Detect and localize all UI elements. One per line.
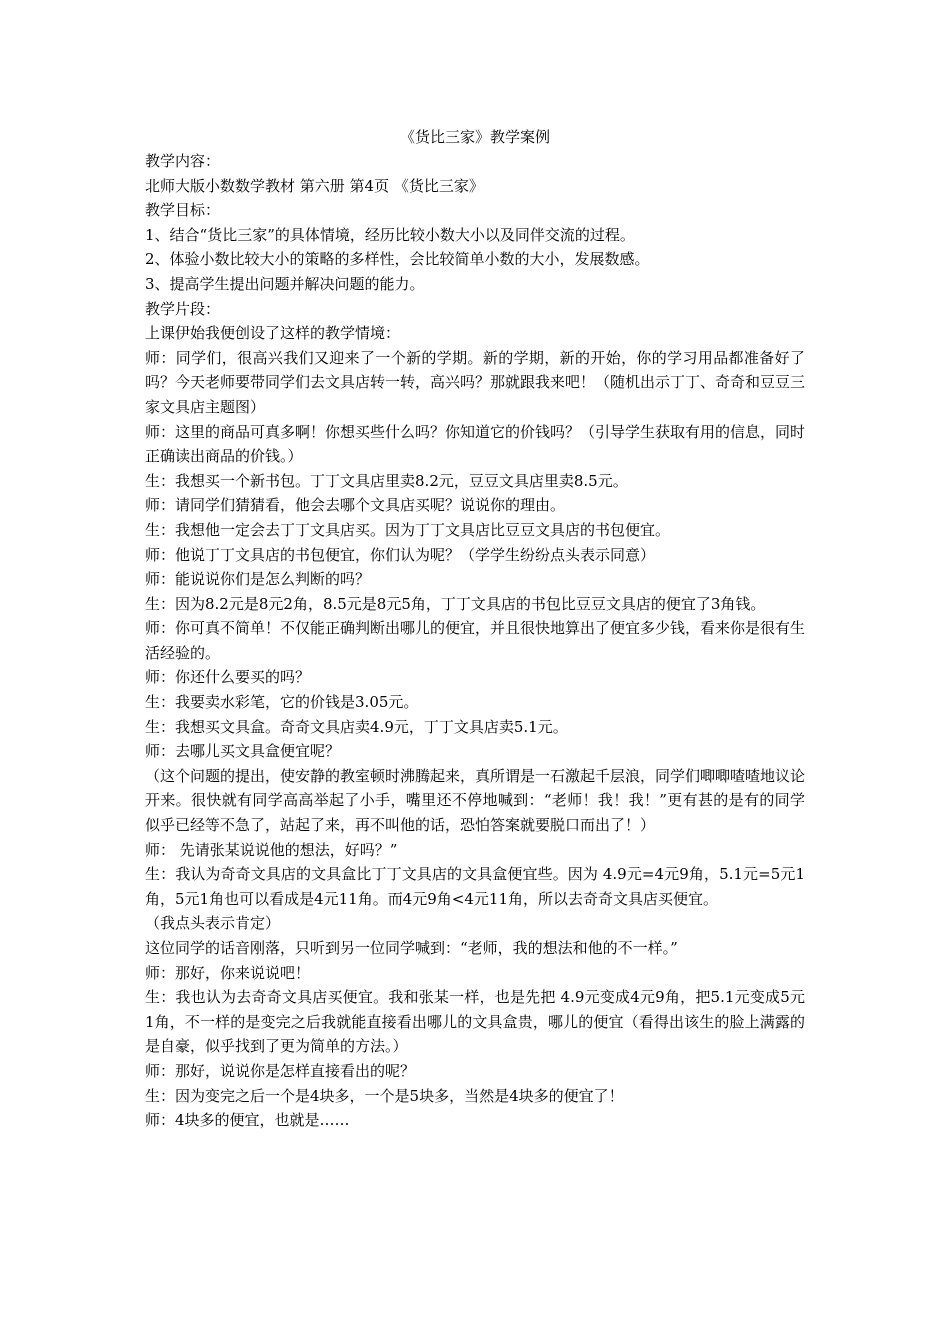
paragraph: 师：你还什么要买的吗？: [145, 668, 311, 687]
paragraph: 师：他说丁丁文具店的书包便宜，你们认为呢？（学学生纷纷点头表示同意）: [145, 545, 656, 564]
document-body: [145, 149, 805, 1133]
paragraph: 师：能说说你们是怎么判断的吗？: [145, 570, 371, 589]
paragraph: 1、结合“货比三家”的具体情境，经历比较小数大小以及同伴交流的过程。: [145, 225, 635, 244]
paragraph: 北师大版小数数学教材 第六册 第4页 《货比三家》: [145, 176, 484, 195]
paragraph: （我点头表示肯定）: [145, 914, 281, 933]
paragraph: 这位同学的话音刚落，只听到另一位同学喊到：“老师，我的想法和他的不一样。”: [145, 939, 678, 957]
paragraph: 3、提高学生提出问题并解决问题的能力。: [145, 274, 425, 293]
paragraph: 教学目标：: [145, 201, 221, 220]
paragraph: 生：我也认为去奇奇文具店买便宜。我和张某一样，也是先把 4.9元变成4元9角，把5.1元变成5元1角，不一样的是变完之后我就能直接看出哪儿的文具盒贵，哪儿的便宜（看得出该生的脸上满露的是自豪，似乎找到了更为简单的方法。）: [145, 988, 805, 1056]
paragraph: 师：请同学们猜猜看，他会去哪个文具店买呢？说说你的理由。: [145, 496, 566, 515]
paragraph: 生：我要卖水彩笔，它的价钱是3.05元。: [145, 693, 419, 712]
document-title: 《货比三家》教学案例: [399, 128, 550, 146]
paragraph: 师：这里的商品可真多啊！你想买些什么吗？你知道它的价钱吗？（引导学生获取有用的信息，同时正确读出商品的价钱。）: [145, 422, 806, 466]
paragraph: 师：你可真不简单！不仅能正确判断出哪儿的便宜，并且很快地算出了便宜多少钱，看来你是很有生活经验的。: [145, 619, 806, 662]
paragraph: 2、体验小数比较大小的策略的多样性，会比较简单小数的大小，发展数感。: [145, 250, 650, 269]
paragraph: 师：同学们，很高兴我们又迎来了一个新的学期。新的学期，新的开始，你的学习用品都准备好了吗？今天老师要带同学们去文具店转一转，高兴吗？那就跟我来吧！（随机出示丁丁、奇奇和豆豆三家文具店主题图）: [145, 348, 806, 416]
paragraph: 师：4块多的便宜，也就是……: [145, 1111, 350, 1130]
paragraph: 生：我想买文具盒。奇奇文具店卖4.9元，丁丁文具店卖5.1元。: [145, 717, 568, 736]
paragraph: 上课伊始我便创设了这样的教学情境：: [145, 324, 401, 343]
paragraph: 师：那好，你来说说吧！: [145, 963, 311, 982]
paragraph: 生：我想他一定会去丁丁文具店买。因为丁丁文具店比豆豆文具店的书包便宜。: [145, 520, 671, 539]
paragraph: 生：因为8.2元是8元2角，8.5元是8元5角，丁丁文具店的书包比豆豆文具店的便宜了3角钱。: [145, 594, 766, 613]
paragraph: 生：我认为奇奇文具店的文具盒比丁丁文具店的文具盒便宜些。因为 4.9元=4元9角，5.1元=5元1角，5元1角也可以看成是4元11角。而4元9角<4元11角，所以去奇奇文具店买便宜。: [145, 865, 805, 908]
paragraph: 师：那好，说说你是怎样直接看出的呢？: [145, 1061, 416, 1080]
paragraph: 师：去哪儿买文具盒便宜呢？: [145, 742, 341, 761]
paragraph: 教学内容：: [145, 152, 221, 170]
paragraph: 生：我想买一个新书包。丁丁文具店里卖8.2元，豆豆文具店里卖8.5元。: [145, 471, 628, 490]
paragraph: （这个问题的提出，使安静的教室顿时沸腾起来，真所谓是一石激起千层浪，同学们唧唧喳喳地议论开来。很快就有同学高高举起了小手，嘴里还不停地喊到：“老师！我！我！”更有甚的是有的同学似乎已经等不急了，站起了来，再不叫他的话，恐怕答案就要脱口而出了！）: [145, 766, 806, 835]
paragraph: 师： 先请张某说说他的想法，好吗？”: [145, 840, 398, 859]
paragraph: 生：因为变完之后一个是4块多，一个是5块多，当然是4块多的便宜了！: [145, 1086, 624, 1105]
paragraph: 教学片段：: [145, 299, 221, 318]
